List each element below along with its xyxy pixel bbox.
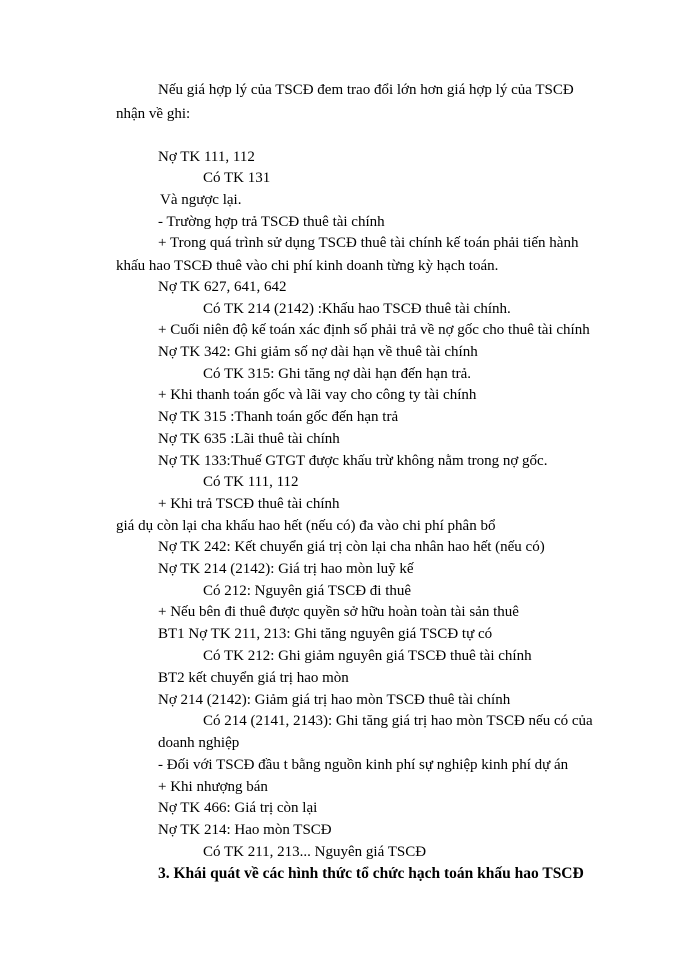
text-line: Có TK 315: Ghi tăng nợ dài hạn đến hạn trả. [203, 366, 472, 382]
text-line: + Nếu bên đi thuê được quyền sở hữu hoàn toàn tài sản thuê [158, 604, 519, 620]
text-line: Có 212: Nguyên giá TSCĐ đi thuê [203, 583, 412, 599]
text-line: + Khi thanh toán gốc và lãi vay cho công ty tài chính [158, 387, 477, 403]
text-line: Có TK 111, 112 [203, 474, 299, 490]
text-line: Có 214 (2141, 2143): Ghi tăng giá trị hao mòn TSCĐ nếu có của [203, 713, 593, 729]
text-line: Có TK 131 [203, 170, 271, 186]
text-line: Nợ 214 (2142): Giảm giá trị hao mòn TSCĐ thuê tài chính [158, 692, 511, 708]
text-line: doanh nghiệp [158, 735, 240, 751]
text-line: Nợ TK 111, 112 [158, 149, 255, 165]
text-line: Nợ TK 315 :Thanh toán gốc đến hạn trả [158, 409, 399, 425]
text-line: + Khi trả TSCĐ thuê tài chính [158, 496, 340, 512]
text-line: Có TK 212: Ghi giảm nguyên giá TSCĐ thuê tài chính [203, 648, 532, 664]
text-line: Nợ TK 214: Hao mòn TSCĐ [158, 822, 332, 838]
text-line: Nợ TK 627, 641, 642 [158, 279, 287, 295]
text-line: + Cuối niên độ kế toán xác định số phải trả về nợ gốc cho thuê tài chính [158, 322, 590, 338]
text-line: khấu hao TSCĐ thuê vào chi phí kinh doanh từng kỳ hạch toán. [116, 258, 499, 274]
text-line: Nợ TK 242: Kết chuyển giá trị còn lại cha nhân hao hết (nếu có) [158, 539, 545, 555]
section-heading: 3. Khái quát về các hình thức tổ chức hạch toán khấu hao TSCĐ [158, 865, 584, 882]
text-line: Nợ TK 342: Ghi giảm số nợ dài hạn về thuê tài chính [158, 344, 478, 360]
text-line: - Đối với TSCĐ đầu t bằng nguồn kinh phí sự nghiệp kinh phí dự án [158, 757, 569, 773]
text-line: Nợ TK 635 :Lãi thuê tài chính [158, 431, 340, 447]
text-line: BT2 kết chuyển giá trị hao mòn [158, 670, 349, 686]
text-line: Nợ TK 133:Thuế GTGT được khấu trừ không nằm trong nợ gốc. [158, 453, 548, 469]
text-line: - Trường hợp trả TSCĐ thuê tài chính [158, 214, 385, 230]
text-line: Có TK 211, 213... Nguyên giá TSCĐ [203, 844, 427, 860]
text-line: giá dụ còn lại cha khấu hao hết (nếu có) đa vào chi phí phân bổ [116, 518, 496, 534]
text-line: + Trong quá trình sử dụng TSCĐ thuê tài chính kế toán phải tiến hành [158, 235, 579, 251]
text-line: Và ngược lại. [160, 192, 242, 208]
text-line: + Khi nhượng bán [158, 779, 268, 795]
text-line: Có TK 214 (2142) :Khấu hao TSCĐ thuê tài chính. [203, 301, 511, 317]
text-line: BT1 Nợ TK 211, 213: Ghi tăng nguyên giá TSCĐ tự có [158, 626, 493, 642]
text-line: Nếu giá hợp lý của TSCĐ đem trao đổi lớn hơn giá hợp lý của TSCĐ [158, 82, 574, 98]
text-line: Nợ TK 214 (2142): Giá trị hao mòn luỹ kế [158, 561, 414, 577]
text-line: Nợ TK 466: Giá trị còn lại [158, 800, 318, 816]
text-line: nhận về ghi: [116, 106, 191, 122]
